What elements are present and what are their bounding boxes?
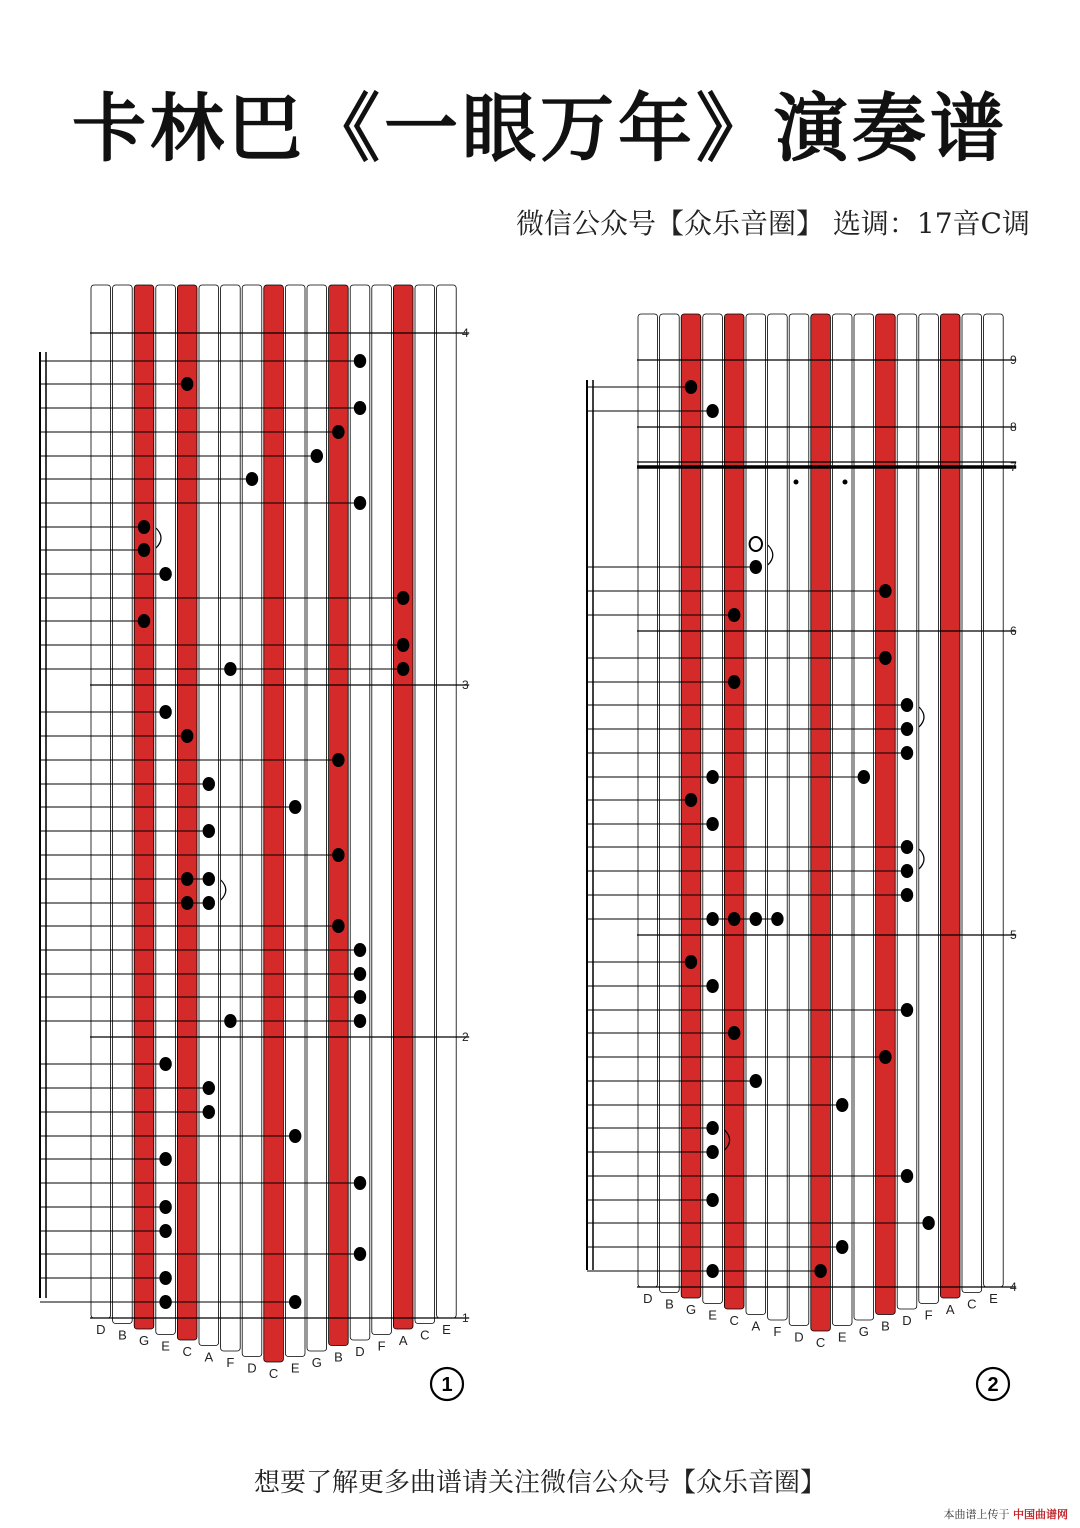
kalimba-key-0 xyxy=(638,314,658,1287)
key-label: A xyxy=(751,1318,761,1334)
note-dot xyxy=(354,496,366,510)
kalimba-key-10 xyxy=(854,314,874,1320)
measure-number: 1 xyxy=(462,1311,469,1325)
key-label: B xyxy=(881,1318,890,1334)
note-dot xyxy=(203,824,215,838)
note-dot xyxy=(203,872,215,886)
note-dot xyxy=(354,401,366,415)
key-label: D xyxy=(643,1291,653,1306)
note-dot xyxy=(159,705,171,719)
measure-number: 9 xyxy=(1010,353,1017,367)
key-label: E xyxy=(989,1291,998,1306)
note-dot xyxy=(901,698,913,712)
note-dot xyxy=(901,1003,913,1017)
kalimba-key-4 xyxy=(177,285,197,1340)
note-dot xyxy=(836,1240,848,1254)
note-dot xyxy=(332,919,344,933)
note-dot xyxy=(181,729,193,743)
note-dot xyxy=(397,662,409,676)
note-dot xyxy=(397,638,409,652)
kalimba-key-3 xyxy=(156,285,176,1335)
key-label: A xyxy=(945,1302,955,1317)
note-dot xyxy=(354,967,366,981)
kalimba-key-11 xyxy=(329,285,349,1346)
note-dot xyxy=(706,404,718,418)
note-dot xyxy=(685,793,697,807)
measure-number: 4 xyxy=(1010,1280,1017,1294)
note-dot xyxy=(397,591,409,605)
key-label: C xyxy=(967,1296,977,1312)
note-dot xyxy=(332,753,344,767)
kalimba-key-12 xyxy=(897,314,917,1309)
note-dot xyxy=(814,1264,826,1278)
key-label: E xyxy=(161,1338,170,1354)
kalimba-key-14 xyxy=(393,285,413,1329)
note-dot xyxy=(203,896,215,910)
key-label: C xyxy=(420,1327,430,1343)
kalimba-key-13 xyxy=(372,285,392,1335)
note-dot xyxy=(159,1152,171,1166)
kalimba-key-10 xyxy=(307,285,327,1351)
measure-number: 8 xyxy=(1010,420,1017,434)
kalimba-key-15 xyxy=(962,314,982,1293)
note-dot xyxy=(901,864,913,878)
note-dot xyxy=(354,1176,366,1190)
key-label: C xyxy=(268,1366,279,1381)
note-dot xyxy=(311,449,323,463)
key-label: C xyxy=(815,1335,826,1350)
key-label: C xyxy=(182,1344,192,1359)
note-dot xyxy=(750,1074,762,1088)
note-dot xyxy=(159,1200,171,1214)
note-dot xyxy=(706,979,718,993)
note-dot xyxy=(138,614,150,628)
note-dot xyxy=(159,1271,171,1285)
key-label: D xyxy=(794,1329,804,1345)
note-dot-open xyxy=(750,537,762,551)
note-dot xyxy=(138,543,150,557)
note-dot xyxy=(706,1145,718,1159)
note-dot xyxy=(879,1050,891,1064)
kalimba-key-7 xyxy=(242,285,262,1357)
kalimba-key-4 xyxy=(724,314,744,1309)
note-dot xyxy=(203,1081,215,1095)
key-label: D xyxy=(355,1344,365,1359)
kalimba-key-5 xyxy=(746,314,766,1315)
key-label: D xyxy=(902,1313,912,1328)
note-dot xyxy=(289,1129,301,1143)
note-dot xyxy=(728,1026,740,1040)
note-dot xyxy=(901,840,913,854)
note-dot xyxy=(354,1247,366,1261)
page-number: 2 xyxy=(987,1374,999,1396)
kalimba-key-5 xyxy=(199,285,219,1346)
note-dot xyxy=(138,520,150,534)
note-dot xyxy=(354,990,366,1004)
note-dot xyxy=(354,1014,366,1028)
key-label: A xyxy=(204,1349,214,1365)
note-dot xyxy=(224,1014,236,1028)
note-dot xyxy=(728,608,740,622)
key-label: E xyxy=(837,1329,847,1345)
site-credit xyxy=(944,1506,1069,1522)
key-label: A xyxy=(398,1333,408,1348)
fermata-dot xyxy=(843,480,848,485)
note-dot xyxy=(159,1224,171,1238)
note-dot xyxy=(706,1193,718,1207)
key-label: G xyxy=(311,1355,322,1370)
kalimba-key-6 xyxy=(768,314,788,1320)
kalimba-key-8 xyxy=(264,285,284,1362)
key-label: D xyxy=(247,1360,257,1376)
key-label: E xyxy=(708,1307,717,1323)
note-dot xyxy=(901,722,913,736)
note-dot xyxy=(771,912,783,926)
note-dot xyxy=(224,662,236,676)
site-logo: 中国曲谱网 xyxy=(1013,1508,1068,1521)
note-dot xyxy=(901,1169,913,1183)
key-label: C xyxy=(729,1313,739,1328)
key-label: F xyxy=(377,1338,386,1354)
kalimba-key-1 xyxy=(660,314,680,1293)
footer-note: 想要了解更多曲谱请关注微信公众号【众乐音圈】 xyxy=(253,1468,826,1498)
measure-number: 7 xyxy=(1010,460,1017,474)
kalimba-key-1 xyxy=(113,285,133,1324)
measure-number: 3 xyxy=(462,678,469,692)
page-number: 1 xyxy=(441,1374,453,1396)
note-dot xyxy=(858,770,870,784)
note-dot xyxy=(354,354,366,368)
note-dot xyxy=(750,560,762,574)
subtitle: 微信公众号【众乐音圈】 选调：17音C调 xyxy=(516,207,1030,240)
note-dot xyxy=(901,888,913,902)
credit-prefix: 本曲谱上传于 xyxy=(943,1508,1010,1521)
key-label: B xyxy=(118,1327,127,1343)
kalimba-key-6 xyxy=(221,285,241,1351)
measure-number: 6 xyxy=(1010,624,1017,638)
kalimba-key-15 xyxy=(415,285,435,1324)
key-label: F xyxy=(773,1324,782,1339)
fermata-dot xyxy=(794,480,799,485)
note-dot xyxy=(289,1295,301,1309)
note-dot xyxy=(354,943,366,957)
note-dot xyxy=(879,584,891,598)
key-label: E xyxy=(290,1360,300,1376)
page-title: 卡林巴《一眼万年》演奏谱 xyxy=(72,86,1008,172)
measure-number: 4 xyxy=(462,326,469,340)
note-dot xyxy=(203,777,215,791)
note-dot xyxy=(901,746,913,760)
note-dot xyxy=(706,817,718,831)
note-dot xyxy=(685,955,697,969)
note-dot xyxy=(728,675,740,689)
kalimba-key-0 xyxy=(91,285,111,1318)
key-label: B xyxy=(334,1349,343,1365)
note-dot xyxy=(706,1121,718,1135)
kalimba-key-16 xyxy=(984,314,1004,1287)
note-dot xyxy=(332,425,344,439)
note-dot xyxy=(836,1098,848,1112)
note-dot xyxy=(159,1057,171,1071)
note-dot xyxy=(922,1216,934,1230)
key-label: D xyxy=(96,1322,106,1337)
note-dot xyxy=(289,800,301,814)
note-dot xyxy=(181,377,193,391)
note-dot xyxy=(332,848,344,862)
note-dot xyxy=(879,651,891,665)
kalimba-key-11 xyxy=(876,314,896,1315)
key-label: G xyxy=(138,1333,150,1348)
measure-number: 2 xyxy=(462,1030,469,1044)
measure-number: 5 xyxy=(1010,928,1017,942)
key-label: F xyxy=(226,1355,235,1370)
note-dot xyxy=(159,567,171,581)
note-dot xyxy=(203,1105,215,1119)
key-label: G xyxy=(858,1324,869,1339)
key-label: B xyxy=(665,1296,674,1312)
kalimba-key-9 xyxy=(285,285,305,1357)
key-label: G xyxy=(685,1302,697,1317)
note-dot xyxy=(685,380,697,394)
key-label: F xyxy=(924,1307,933,1323)
kalimba-key-16 xyxy=(437,285,457,1318)
note-dot xyxy=(246,472,258,486)
key-label: E xyxy=(442,1322,451,1337)
